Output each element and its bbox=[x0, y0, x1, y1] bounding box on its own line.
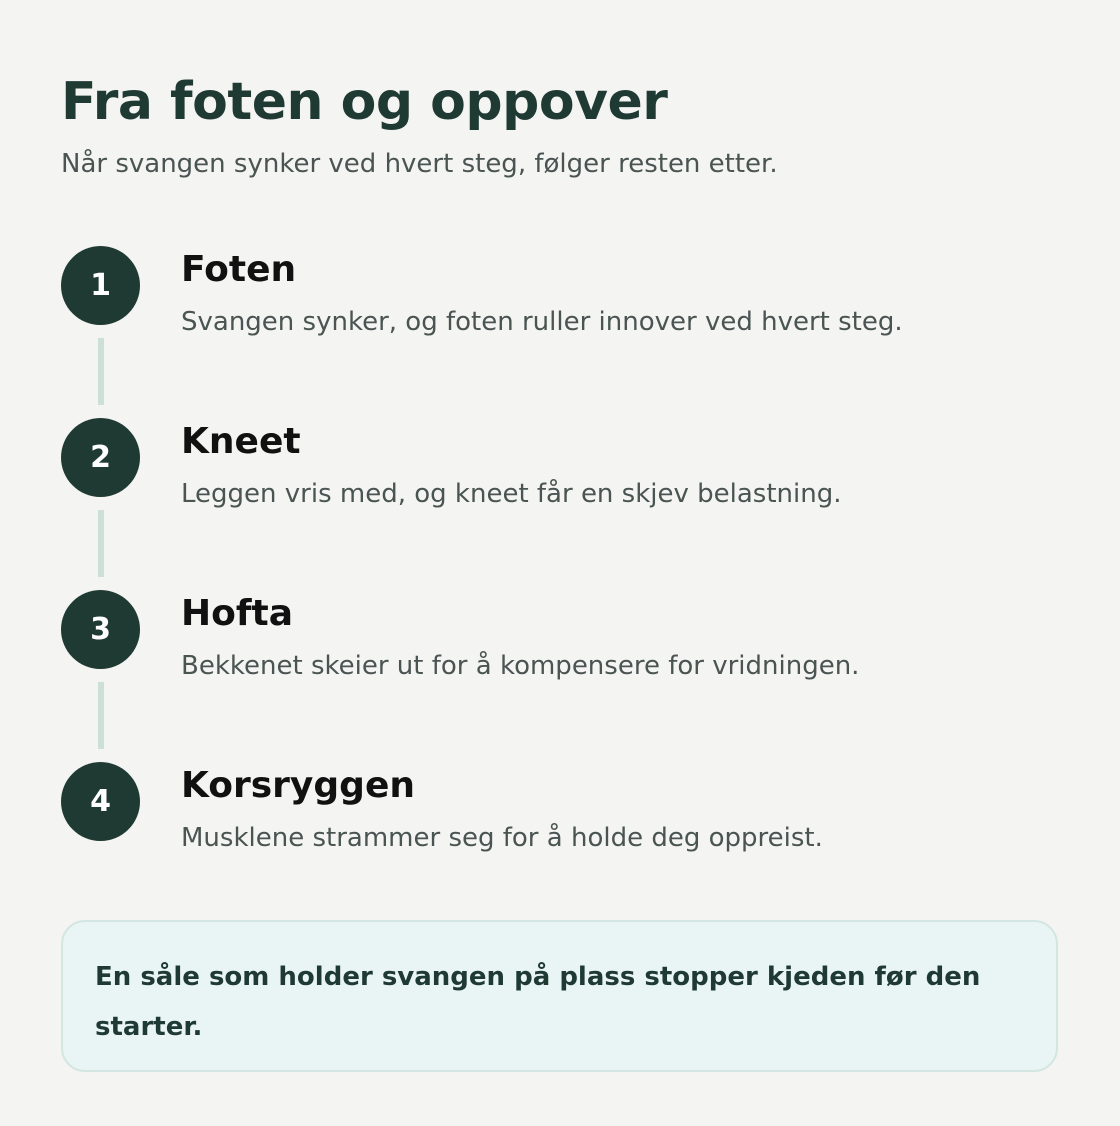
step-connector bbox=[98, 682, 104, 749]
step-connector bbox=[98, 338, 104, 405]
callout-text: En såle som holder svangen på plass stopper kjeden før den starter. bbox=[95, 962, 981, 1042]
page-subtitle: Når svangen synker ved hvert steg, følger resten etter. bbox=[61, 149, 778, 179]
content bbox=[61, 70, 1060, 1042]
step-number-badge: 1 bbox=[61, 246, 140, 325]
step-title: Foten bbox=[181, 249, 297, 290]
step-description: Leggen vris med, og kneet får en skjev belastning. bbox=[181, 479, 842, 509]
callout-box bbox=[61, 920, 1058, 1072]
step-item bbox=[61, 590, 1060, 720]
step-description: Svangen synker, og foten ruller innover ved hvert steg. bbox=[181, 307, 903, 337]
step-title: Hofta bbox=[181, 593, 294, 634]
step-number-badge: 3 bbox=[61, 590, 140, 669]
step-description: Bekkenet skeier ut for å kompensere for vridningen. bbox=[181, 651, 860, 681]
step-number-badge: 4 bbox=[61, 762, 140, 841]
step-connector bbox=[98, 510, 104, 577]
step-item bbox=[61, 246, 1060, 376]
step-description: Musklene strammer seg for å holde deg oppreist. bbox=[181, 823, 823, 853]
step-title: Kneet bbox=[181, 421, 301, 462]
step-item bbox=[61, 418, 1060, 548]
step-number-badge: 2 bbox=[61, 418, 140, 497]
page-title: Fra foten og oppover bbox=[61, 72, 668, 132]
step-title: Korsryggen bbox=[181, 765, 415, 806]
step-item bbox=[61, 762, 1060, 892]
